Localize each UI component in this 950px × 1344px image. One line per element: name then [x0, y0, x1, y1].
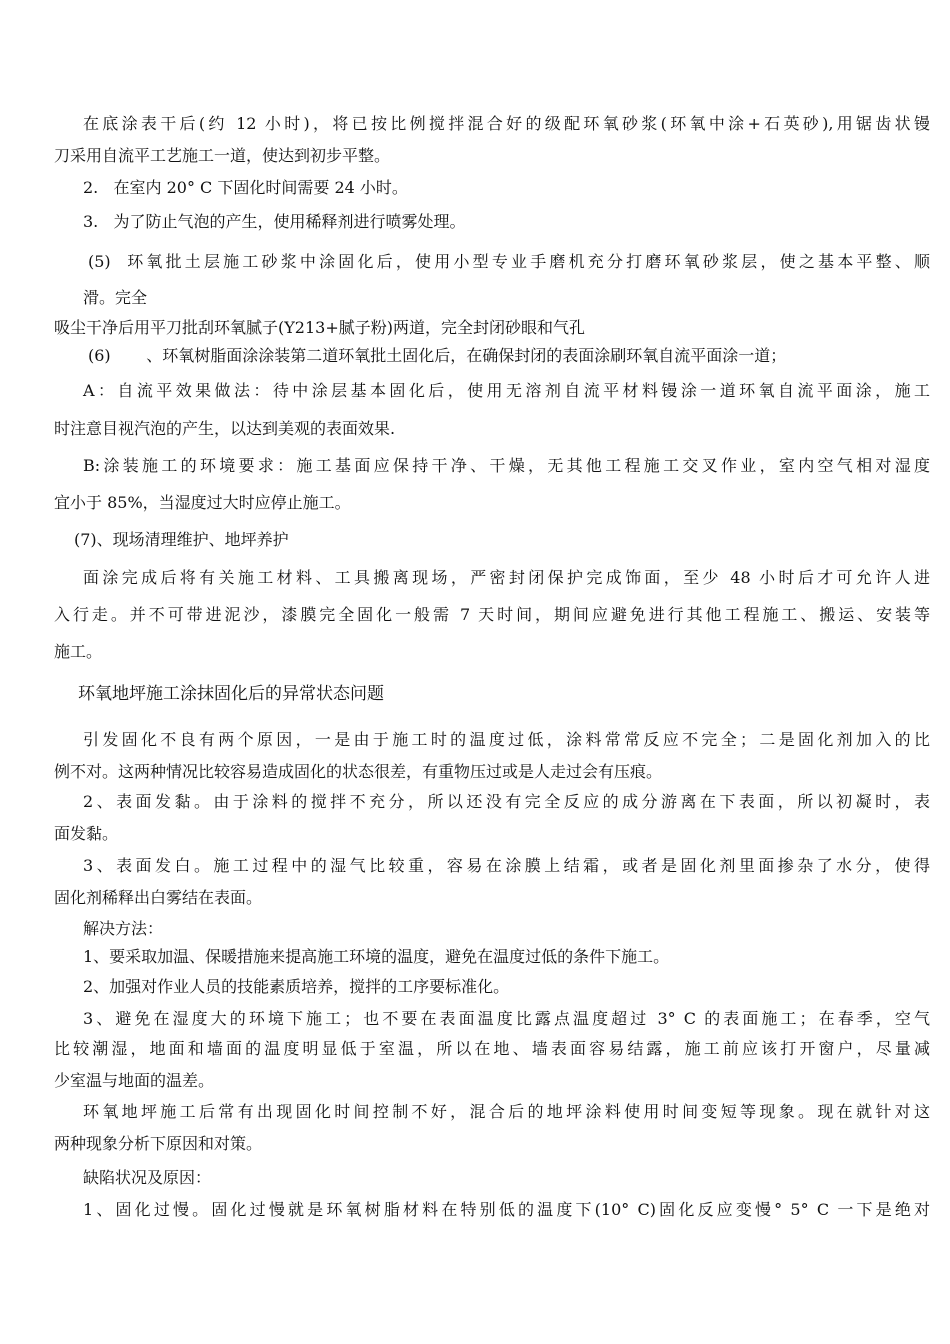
- text-line: 3. 为了防止气泡的产生，使用稀释剂进行喷雾处理。: [83, 212, 466, 231]
- text-line: (5) 环氧批土层施工砂浆中涂固化后，使用小型专业手磨机充分打磨环氧砂浆层，使之基本平整、顺: [88, 252, 930, 271]
- text-line: 时注意目视汽泡的产生，以达到美观的表面效果.: [54, 419, 396, 438]
- text-line: 滑。完全: [83, 288, 148, 307]
- text-line: 固化剂稀释出白雾结在表面。: [54, 888, 263, 907]
- text-line: 少室温与地面的温差。: [54, 1071, 215, 1090]
- text-line: 两种现象分析下原因和对策。: [54, 1134, 263, 1153]
- text-line: 宜小于 85%，当湿度过大时应停止施工。: [54, 493, 351, 512]
- text-line: 施工。: [54, 642, 103, 661]
- text-line: 在底涂表干后(约 12 小时)，将已按比例搅拌混合好的级配环氧砂浆(环氧中涂+石英砂),用锯齿状镘: [83, 114, 930, 133]
- text-line: 引发固化不良有两个原因，一是由于施工时的温度过低，涂料常常反应不完全；二是固化剂加入的比: [83, 730, 930, 749]
- text-line: 环氧地坪施工后常有出现固化时间控制不好，混合后的地坪涂料使用时间变短等现象。现在就针对这: [83, 1102, 930, 1121]
- text-line: (7)、现场清理维护、地坪养护: [74, 530, 289, 549]
- text-line: 解决方法：: [83, 919, 164, 938]
- text-line: 吸尘干净后用平刀批刮环氧腻子(Y213+腻子粉)两道，完全封闭砂眼和气孔: [54, 318, 585, 337]
- text-line: 2. 在室内 20° C 下固化时间需要 24 小时。: [83, 178, 408, 197]
- section-heading: 环氧地坪施工涂抹固化后的异常状态问题: [78, 684, 384, 704]
- text-line: 2、加强对作业人员的技能素质培养，搅拌的工序要标准化。: [83, 977, 510, 996]
- text-line: 刀采用自流平工艺施工一道，使达到初步平整。: [54, 146, 391, 165]
- text-line: 例不对。这两种情况比较容易造成固化的状态很差，有重物压过或是人走过会有压痕。: [54, 762, 663, 781]
- text-line: 1、固化过慢。固化过慢就是环氧树脂材料在特别低的温度下(10° C)固化反应变慢° 5° C 一下是绝对: [83, 1200, 930, 1219]
- text-line: 面发黏。: [54, 824, 119, 843]
- text-line: B:涂装施工的环境要求：施工基面应保持干净、干燥，无其他工程施工交叉作业，室内空气相对湿度: [83, 456, 930, 475]
- text-line: 入行走。并不可带进泥沙，漆膜完全固化一般需 7 天时间，期间应避免进行其他工程施工、搬运、安装等: [54, 605, 930, 624]
- text-line: 面涂完成后将有关施工材料、工具搬离现场，严密封闭保护完成饰面，至少 48 小时后才可允许人进: [83, 568, 930, 587]
- text-line: (6) 、环氧树脂面涂涂装第二道环氧批土固化后，在确保封闭的表面涂刷环氧自流平面涂一道；: [88, 346, 787, 365]
- text-line: 1、要采取加温、保暖措施来提高施工环境的温度，避免在温度过低的条件下施工。: [83, 947, 670, 966]
- text-line: 3、表面发白。施工过程中的湿气比较重，容易在涂膜上结霜，或者是固化剂里面掺杂了水分，使得: [83, 856, 930, 875]
- text-line: 2、表面发黏。由于涂料的搅拌不充分，所以还没有完全反应的成分游离在下表面，所以初凝时，表: [83, 792, 930, 811]
- text-line: 缺陷状况及原因：: [83, 1168, 212, 1187]
- text-line: 3、避免在湿度大的环境下施工；也不要在表面温度比露点温度超过 3° C 的表面施工；在春季，空气: [83, 1009, 930, 1028]
- text-line: 比较潮湿，地面和墙面的温度明显低于室温，所以在地、墙表面容易结露，施工前应该打开窗户，尽量减: [54, 1039, 930, 1058]
- text-line: A：自流平效果做法：待中涂层基本固化后，使用无溶剂自流平材料镘涂一道环氧自流平面涂，施工: [83, 381, 930, 400]
